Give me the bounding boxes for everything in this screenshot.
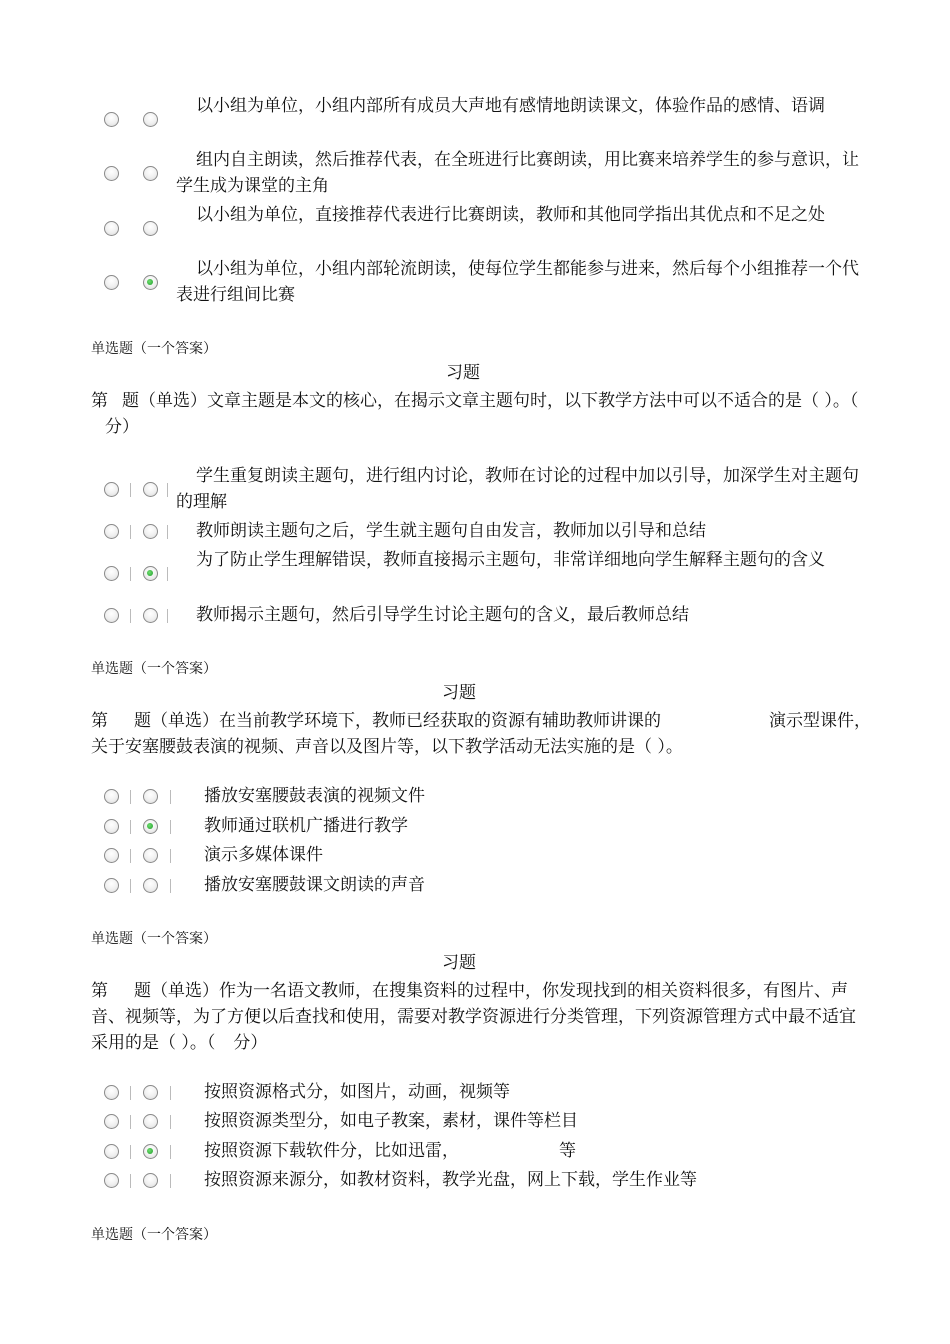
separator [167,525,168,539]
radio-button[interactable] [143,524,158,539]
separator [130,1145,131,1159]
question-type-label: 单选题（一个答案） [91,1227,217,1243]
option-text: 以小组为单位，小组内部所有成员大声地有感情地朗读课文，体验作品的感情、语调 [196,96,825,116]
option-text: 播放安塞腰鼓表演的视频文件 [204,786,425,806]
radio-button[interactable] [143,878,158,893]
radio-button[interactable] [143,608,158,623]
separator [170,1174,171,1188]
separator [130,879,131,893]
separator [130,525,131,539]
separator [130,849,131,863]
separator [170,790,171,804]
radio-button[interactable] [104,819,119,834]
radio-button-selected[interactable] [143,1144,158,1159]
radio-button[interactable] [143,1173,158,1188]
option-text: 教师揭示主题句，然后引导学生讨论主题句的含义，最后教师总结 [196,605,689,625]
radio-button[interactable] [143,221,158,236]
question-type-label: 单选题（一个答案） [91,341,217,357]
separator [170,849,171,863]
separator [130,1086,131,1100]
radio-button[interactable] [143,1114,158,1129]
option-text: 按照资源下载软件分，比如迅雷， 等 [204,1141,576,1161]
radio-button[interactable] [104,789,119,804]
option-text: 以小组为单位，直接推荐代表进行比赛朗读，教师和其他同学指出其优点和不足之处 [196,205,825,225]
radio-button[interactable] [143,789,158,804]
separator [130,790,131,804]
radio-button-selected[interactable] [143,275,158,290]
radio-button[interactable] [104,566,119,581]
question-type-label: 单选题（一个答案） [91,931,217,947]
radio-button[interactable] [104,275,119,290]
separator [170,1086,171,1100]
radio-button[interactable] [143,166,158,181]
question-title: 习题 [446,363,480,383]
radio-button[interactable] [104,608,119,623]
separator [130,483,131,497]
radio-button[interactable] [104,524,119,539]
option-text: 教师通过联机广播进行教学 [204,816,408,836]
radio-button-selected[interactable] [143,566,158,581]
radio-button[interactable] [104,112,119,127]
radio-button[interactable] [104,1173,119,1188]
separator [167,483,168,497]
separator [167,567,168,581]
radio-button[interactable] [104,848,119,863]
separator [130,1174,131,1188]
option-text: 按照资源来源分，如教材资料，教学光盘，网上下载，学生作业等 [204,1170,697,1190]
radio-button[interactable] [104,221,119,236]
separator [170,820,171,834]
question-title: 习题 [442,953,476,973]
radio-button[interactable] [104,1144,119,1159]
radio-button[interactable] [104,1114,119,1129]
separator [167,609,168,623]
option-text: 播放安塞腰鼓课文朗读的声音 [204,875,425,895]
option-text: 按照资源格式分，如图片，动画，视频等 [204,1082,510,1102]
separator [130,1115,131,1129]
question-type-label: 单选题（一个答案） [91,661,217,677]
radio-button[interactable] [104,1085,119,1100]
separator [170,879,171,893]
option-text: 为了防止学生理解错误，教师直接揭示主题句，非常详细地向学生解释主题句的含义 [196,550,825,570]
separator [130,820,131,834]
separator [170,1115,171,1129]
option-text: 演示多媒体课件 [204,845,323,865]
option-text: 学生重复朗读主题句，进行组内讨论，教师在讨论的过程中加以引导，加深学生对主题句的理解 [176,466,859,512]
option-text: 以小组为单位，小组内部轮流朗读，使每位学生都能参与进来，然后每个小组推荐一个代表进行组间比赛 [176,259,859,305]
radio-button[interactable] [104,878,119,893]
radio-button[interactable] [104,482,119,497]
question-stem: 第 题（单选）作为一名语文教师，在搜集资料的过程中，你发现找到的相关资料很多，有图片、声音、视频等，为了方便以后查找和使用，需要对教学资源进行分类管理，下列资源管理方式中最不适宜采用的是（ ）。（ 分） [91,981,856,1053]
option-text: 组内自主朗读，然后推荐代表，在全班进行比赛朗读，用比赛来培养学生的参与意识，让学生成为课堂的主角 [176,150,859,196]
question-stem: 第 题（单选）文章主题是本文的核心，在揭示文章主题句时，以下教学方法中可以不适合的是（ ）。（分） [91,391,859,437]
radio-button[interactable] [143,848,158,863]
option-text: 教师朗读主题句之后，学生就主题句自由发言，教师加以引导和总结 [196,521,706,541]
question-title: 习题 [442,683,476,703]
radio-button[interactable] [143,112,158,127]
radio-button[interactable] [143,1085,158,1100]
separator [170,1145,171,1159]
radio-button[interactable] [104,166,119,181]
radio-button[interactable] [143,482,158,497]
question-stem: 第 题（单选）在当前教学环境下，教师已经获取的资源有辅助教师讲课的 演示型课件，关于安塞腰鼓表演的视频、声音以及图片等，以下教学活动无法实施的是（ ）。 [91,711,871,757]
separator [130,609,131,623]
option-text: 按照资源类型分，如电子教案，素材，课件等栏目 [204,1111,578,1131]
separator [130,567,131,581]
radio-button-selected[interactable] [143,819,158,834]
